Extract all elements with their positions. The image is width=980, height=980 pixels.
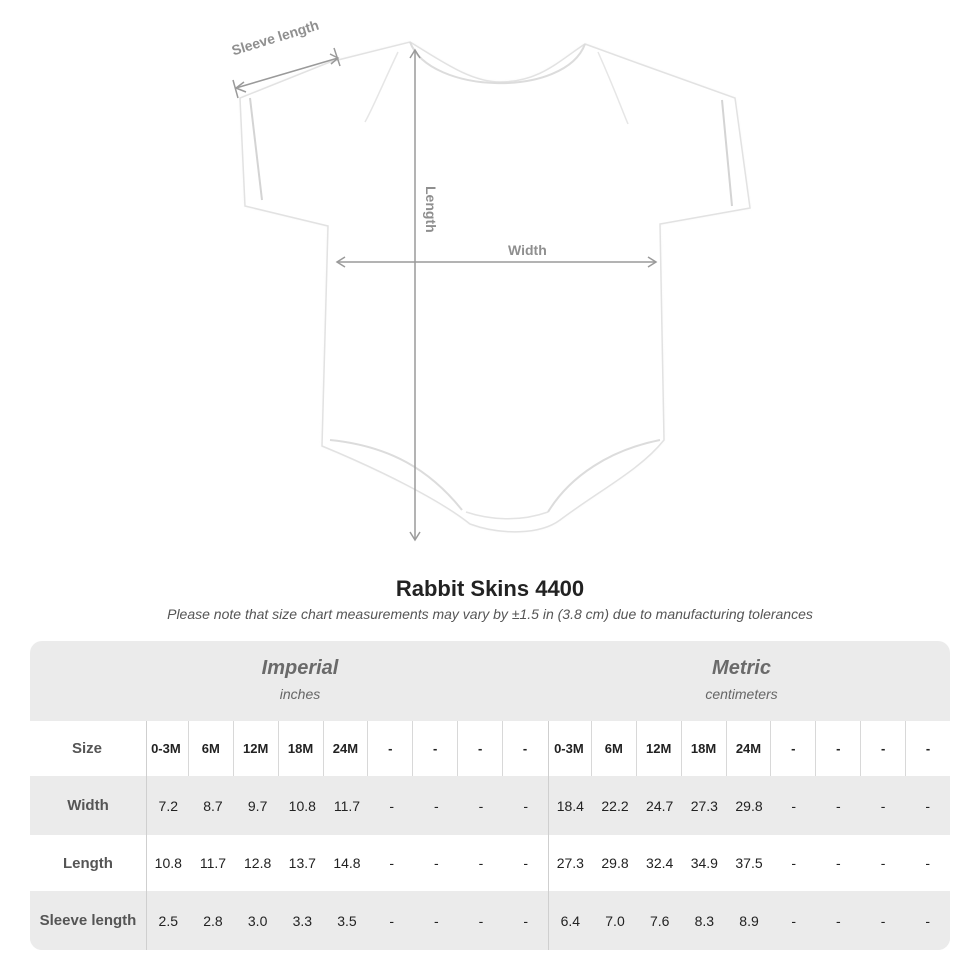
size-header-cell-metric: 18M (681, 721, 726, 776)
value-cell-metric: 29.8 (601, 855, 629, 871)
value-cell-imperial: 13.7 (288, 855, 316, 871)
size-header-cell-metric: - (815, 721, 860, 776)
row-label: Length (62, 854, 113, 872)
value-cell-metric: - (925, 797, 931, 814)
value-cell-imperial: 2.5 (158, 912, 179, 929)
value-cell-imperial: 9.7 (247, 797, 268, 814)
value-cell-metric: 27.3 (556, 855, 584, 871)
size-chart-table (30, 641, 950, 950)
value-cell-metric: - (925, 855, 931, 871)
value-cell-imperial: 10.8 (288, 797, 316, 814)
value-cell-imperial: - (433, 912, 439, 929)
value-cell-metric: - (791, 797, 797, 814)
value-cell-metric: - (925, 912, 931, 929)
unit-divider (548, 721, 549, 950)
value-cell-metric: 24.7 (646, 797, 674, 814)
value-cell-imperial: - (433, 855, 439, 871)
value-cell-metric: 8.3 (694, 912, 715, 929)
value-cell-metric: - (880, 855, 886, 871)
value-cell-metric: 37.5 (735, 855, 763, 871)
value-cell-metric: 22.2 (601, 797, 629, 814)
table-row (30, 776, 950, 835)
value-cell-imperial: 7.2 (158, 797, 179, 814)
value-cell-imperial: - (389, 797, 394, 814)
value-cell-imperial: - (478, 912, 484, 929)
value-cell-metric: 34.9 (690, 855, 718, 871)
value-cell-imperial: 10.8 (154, 855, 182, 871)
value-cell-imperial: - (433, 797, 439, 814)
value-cell-metric: 6.4 (560, 912, 581, 929)
value-cell-imperial: - (389, 855, 394, 871)
value-cell-metric: - (836, 855, 841, 871)
size-header-cell-imperial: - (502, 721, 547, 776)
value-cell-imperial: - (523, 855, 528, 871)
value-cell-imperial: 12.8 (244, 855, 272, 871)
size-header-cell-imperial: - (457, 721, 502, 776)
label-divider (146, 721, 147, 950)
metric-header (550, 641, 933, 721)
value-cell-imperial: 8.7 (203, 797, 223, 814)
size-header-cell-metric: 24M (726, 721, 771, 776)
size-header-cell-imperial: 18M (278, 721, 323, 776)
size-header-cell-metric: - (860, 721, 905, 776)
value-cell-metric: - (791, 912, 797, 929)
value-cell-imperial: 11.7 (199, 855, 227, 871)
product-title: Rabbit Skins 4400 (395, 576, 585, 601)
table-row (30, 891, 950, 950)
value-cell-imperial: 2.8 (203, 912, 223, 929)
imperial-title: Imperial (261, 657, 339, 679)
size-header-cell-imperial: 24M (323, 721, 368, 776)
value-cell-metric: 7.6 (649, 912, 670, 929)
value-cell-metric: - (880, 797, 886, 814)
value-cell-imperial: - (523, 797, 528, 814)
size-header-cell-imperial: - (412, 721, 457, 776)
value-cell-imperial: 3.0 (247, 912, 268, 929)
length-label: Length (423, 186, 439, 233)
sleeve-length-label: Sleeve length (229, 16, 321, 59)
value-cell-metric: 18.4 (556, 797, 584, 814)
metric-unit: centimeters (705, 686, 778, 702)
value-cell-imperial: 14.8 (333, 855, 361, 871)
value-cell-metric: - (836, 912, 841, 929)
value-cell-metric: 29.8 (735, 797, 763, 814)
size-header-cell-metric: 6M (591, 721, 636, 776)
value-cell-imperial: 3.3 (292, 912, 313, 929)
value-cell-metric: 32.4 (646, 855, 674, 871)
size-header-cell-metric: - (905, 721, 950, 776)
imperial-header (30, 641, 570, 721)
size-header-cell-imperial: 12M (233, 721, 278, 776)
value-cell-imperial: - (478, 797, 484, 814)
value-cell-metric: 7.0 (605, 912, 625, 929)
size-header-cell-imperial: 0-3M (151, 741, 181, 756)
value-cell-imperial: - (389, 912, 394, 929)
imperial-unit: inches (279, 686, 321, 702)
table-row (30, 835, 950, 891)
value-cell-metric: 8.9 (739, 912, 759, 929)
size-header-cell-metric: - (770, 721, 815, 776)
size-header-cell-imperial: - (367, 721, 412, 776)
size-header-cell-metric: 12M (636, 721, 681, 776)
width-label: Width (508, 242, 547, 258)
value-cell-metric: - (791, 855, 797, 871)
value-cell-metric: - (880, 912, 886, 929)
value-cell-metric: - (836, 797, 841, 814)
row-label: Sleeve length (39, 912, 137, 929)
row-label: Width (67, 797, 109, 814)
value-cell-imperial: 11.7 (333, 797, 361, 814)
metric-title: Metric (712, 657, 771, 679)
value-cell-imperial: - (523, 912, 528, 929)
size-header-cell-metric: 0-3M (554, 741, 584, 756)
tolerance-note: Please note that size chart measurements may vary by ±1.5 in (3.8 cm) due to manufacturing tolerances (167, 606, 813, 622)
size-header-cell-imperial: 6M (188, 721, 233, 776)
value-cell-metric: 27.3 (690, 797, 718, 814)
row-label: Size (71, 740, 102, 757)
value-cell-imperial: 3.5 (337, 912, 357, 929)
value-cell-imperial: - (478, 855, 484, 871)
table-row (30, 721, 950, 776)
